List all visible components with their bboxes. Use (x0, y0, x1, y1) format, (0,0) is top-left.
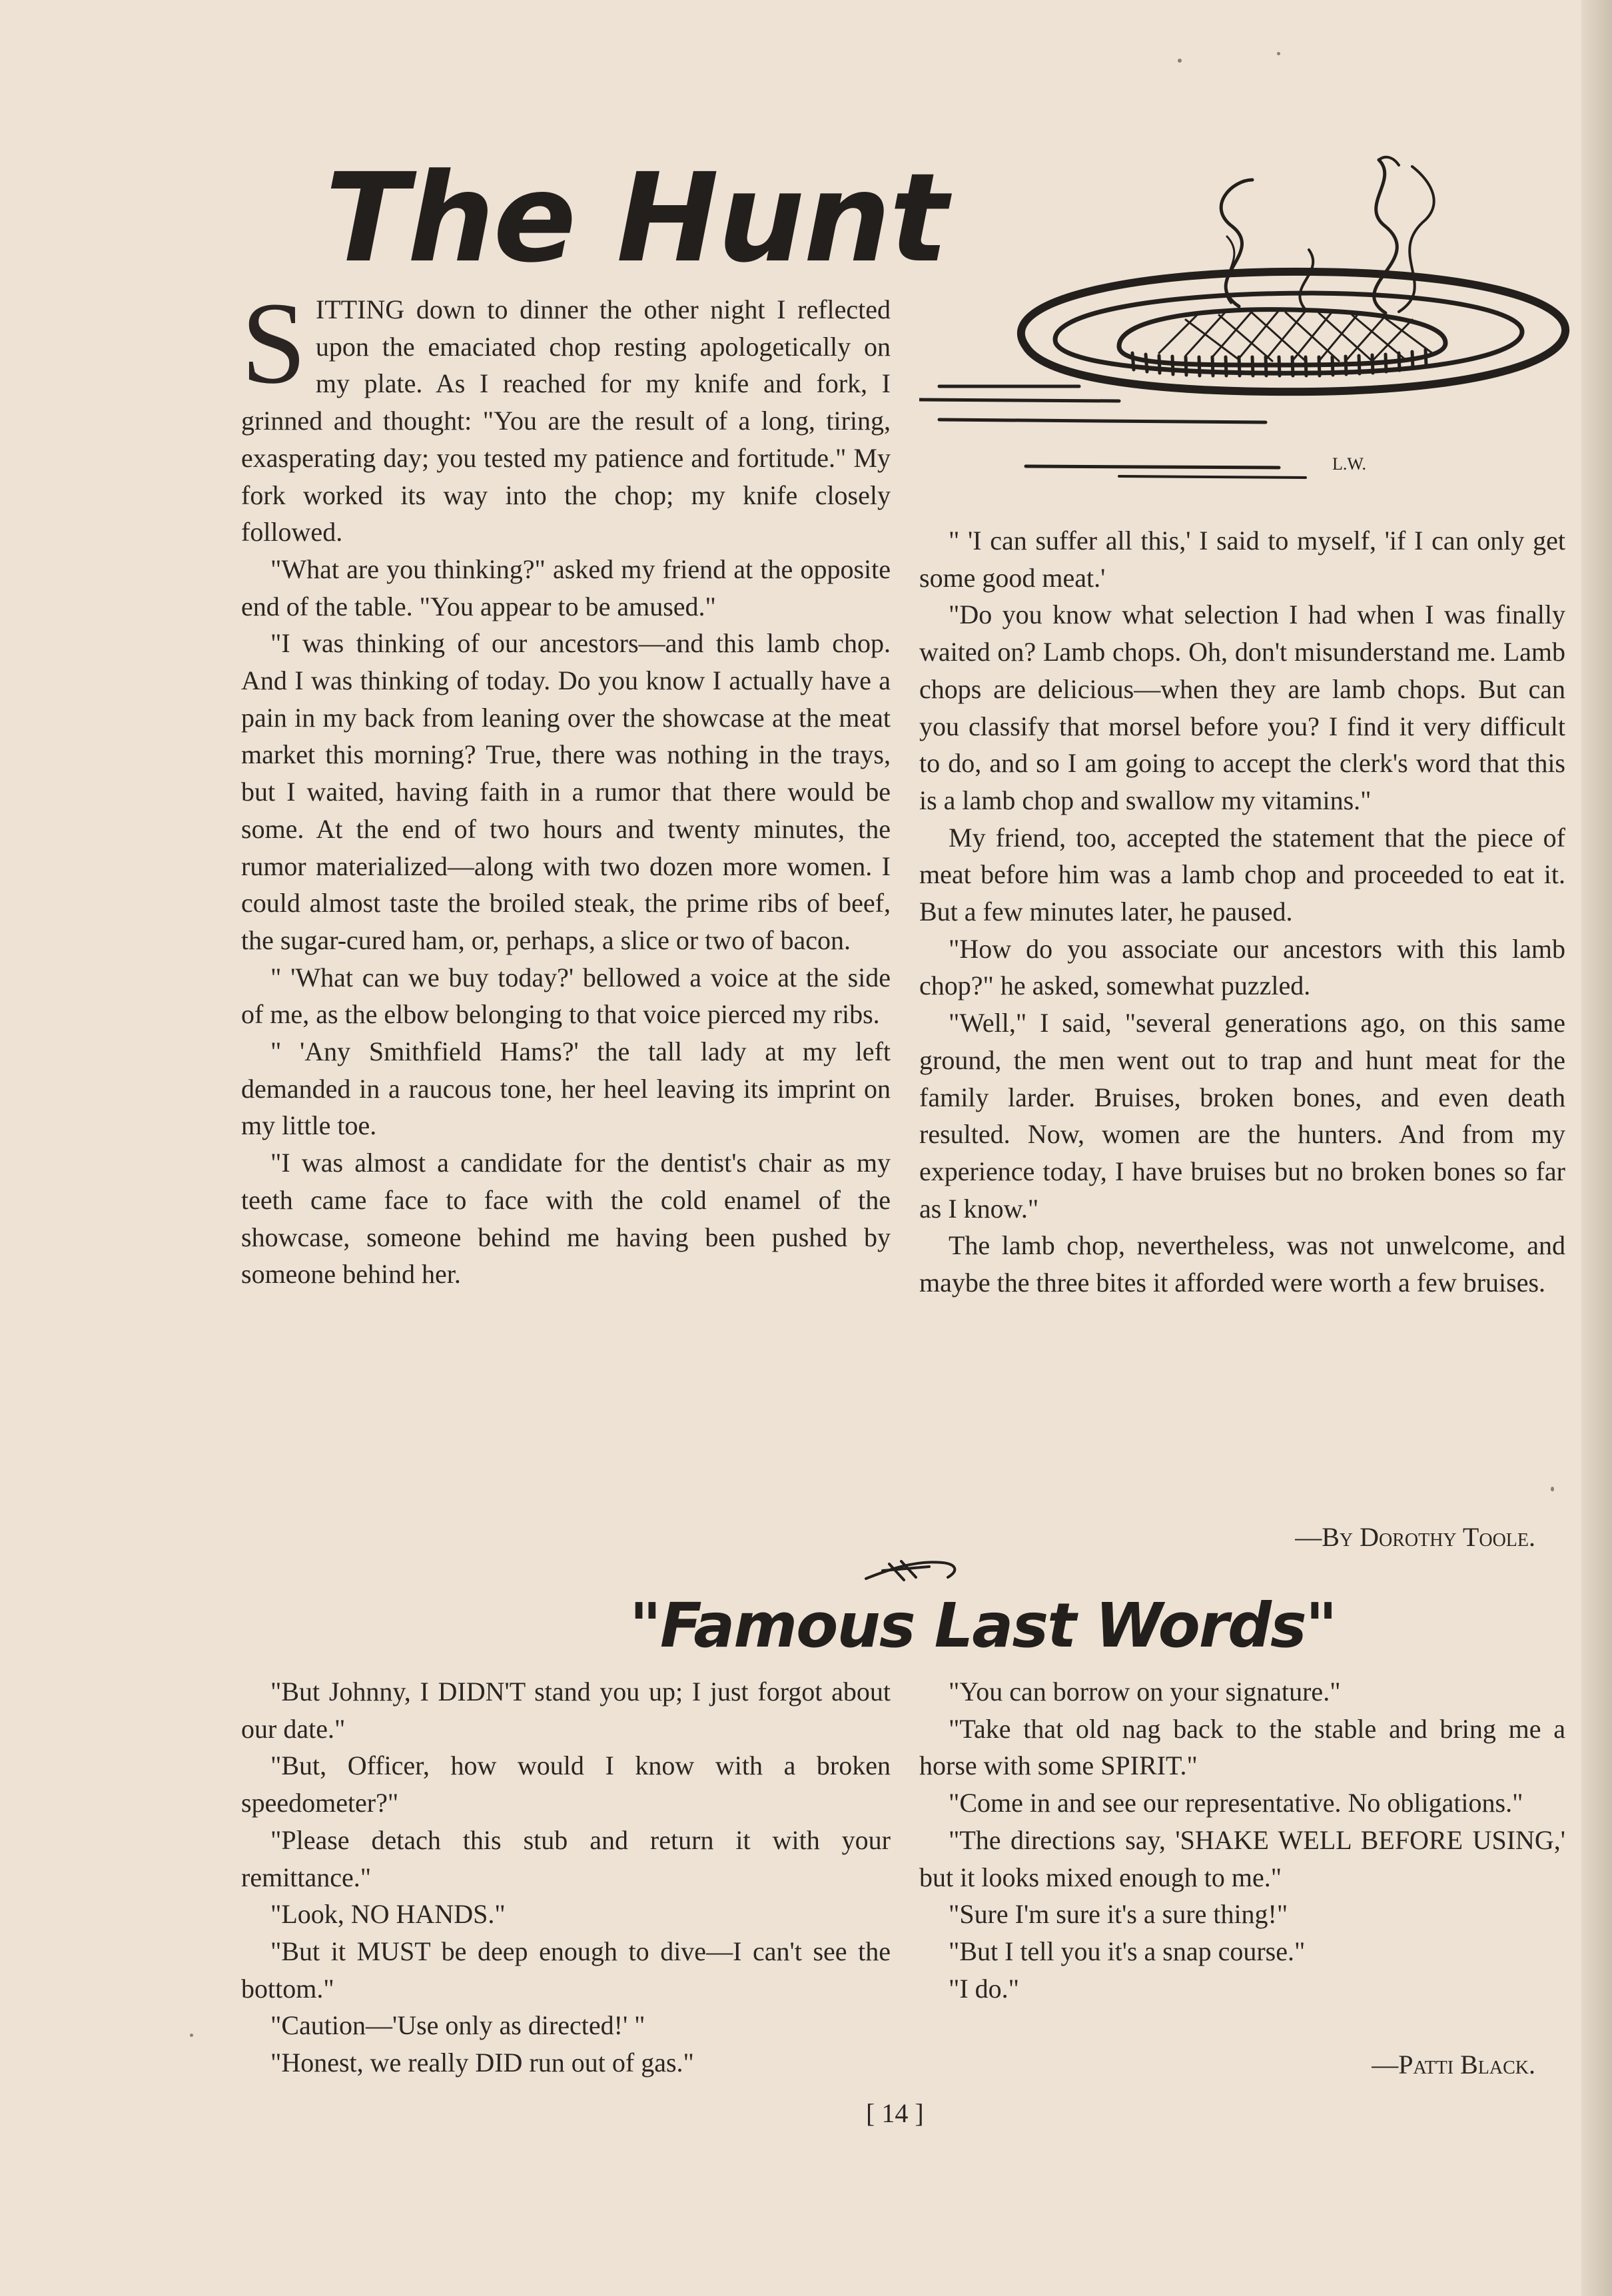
paper-speck (1277, 52, 1280, 55)
lamb-chop-illustration (919, 153, 1585, 486)
quote: "But I tell you it's a snap course." (949, 1936, 1306, 1966)
quote: "Take that old nag back to the stable and bring me a horse with some SPIRIT." (919, 1713, 1565, 1781)
quote: "I do." (949, 1973, 1019, 2004)
paragraph: The lamb chop, nevertheless, was not unwelcome, and maybe the three bites it afforded were worth a few bruises. (919, 1230, 1565, 1298)
famous-right-column (919, 1673, 1565, 2007)
paper-speck (1551, 1487, 1554, 1491)
paragraph: My friend, too, accepted the statement that the piece of meat before him was a lamb chop and proceeded to eat it. But a few minutes later, he paused. (919, 822, 1565, 927)
quote: "Please detach this stub and return it with your remittance." (241, 1824, 891, 1892)
paragraph: ITTING down to dinner the other night I reflected upon the emaciated chop resting apologetically on my plate. As I reached for my knife and fork, I grinned and thought: "You are the result of a long, tiring, exasperating day; you tested my patience and fortitude." My fork worked its way into the chop; my knife closely followed. (241, 294, 891, 548)
paragraph: "I was thinking of our ancestors—and this lamb chop. And I was thinking of today. Do you know I actually have a pain in my back from leaning over the showcase at the meat market this morning? True, there was nothing in the trays, but I waited, having faith in a rumor that there would be some. At the end of two hours and twenty minutes, the rumor materialized—along with two dozen more women. I could almost taste the broiled steak, the prime ribs of beef, the sugar-cured ham, or, perhaps, a slice or two of bacon. (241, 628, 891, 955)
paragraph: "How do you associate our ancestors with this lamb chop?" he asked, somewhat puzzled. (919, 933, 1565, 1001)
hunt-right-column (919, 522, 1565, 1302)
page-edge (1581, 0, 1612, 2296)
section-title: "Famous Last Words" (629, 1590, 1336, 1661)
famous-byline: —Patti Black. (1372, 2050, 1535, 2080)
quote: "Come in and see our representative. No obligations." (949, 1788, 1523, 1818)
drop-cap: S (241, 278, 306, 408)
quote: "You can borrow on your signature." (949, 1677, 1341, 1707)
paragraph: "What are you thinking?" asked my friend at the opposite end of the table. "You appear to be amused." (241, 554, 891, 621)
pen-flourish-divider (863, 1551, 963, 1584)
page-number: [ 14 ] (866, 2098, 924, 2128)
hunt-byline: —By Dorothy Toole. (1295, 1522, 1535, 1552)
quote: "But Johnny, I DIDN'T stand you up; I just forgot about our date." (241, 1677, 891, 1744)
illustration-signature: L.W. (1332, 454, 1367, 474)
paragraph: " 'What can we buy today?' bellowed a voice at the side of me, as the elbow belonging to that voice pierced my ribs. (241, 962, 891, 1030)
famous-left-column (241, 1673, 891, 2082)
paragraph: "Well," I said, "several generations ago, on this same ground, the men went out to trap and hunt meat for the family larder. Bruises, broken bones, and even death resulted. Now, women are the hunters. And from my experience today, I have bruises but no broken bones so far as I know." (919, 1008, 1565, 1224)
paragraph: "Do you know what selection I had when I was finally waited on? Lamb chops. Oh, don't misunderstand me. Lamb chops are delicious—when they are lamb chops. But can you classify that morsel before you? I find it very difficult to do, and so I am going to accept the clerk's word that this is a lamb chop and swallow my vitamins." (919, 599, 1565, 815)
paper-speck (1178, 59, 1182, 63)
hunt-left-column (241, 278, 891, 1293)
paper-speck (190, 2034, 193, 2037)
quote: "The directions say, 'SHAKE WELL BEFORE USING,' but it looks mixed enough to me." (919, 1824, 1565, 1892)
quote: "Look, NO HANDS." (270, 1899, 506, 1930)
article-title: The Hunt (325, 147, 947, 290)
quote: "Sure I'm sure it's a sure thing!" (949, 1899, 1288, 1930)
paragraph: " 'Any Smithfield Hams?' the tall lady at my left demanded in a raucous tone, her heel leaving its imprint on my little toe. (241, 1036, 891, 1141)
paragraph: " 'I can suffer all this,' I said to myself, 'if I can only get some good meat.' (919, 526, 1565, 593)
paragraph: "I was almost a candidate for the dentist's chair as my teeth came face to face with the cold enamel of the showcase, someone behind me having been pushed by someone behind her. (241, 1148, 891, 1290)
quote: "But it MUST be deep enough to dive—I can't see the bottom." (241, 1936, 891, 2004)
quote: "But, Officer, how would I know with a broken speedometer?" (241, 1750, 891, 1818)
quote: "Honest, we really DID run out of gas." (270, 2048, 694, 2078)
quote: "Caution—'Use only as directed!' " (270, 2010, 645, 2041)
